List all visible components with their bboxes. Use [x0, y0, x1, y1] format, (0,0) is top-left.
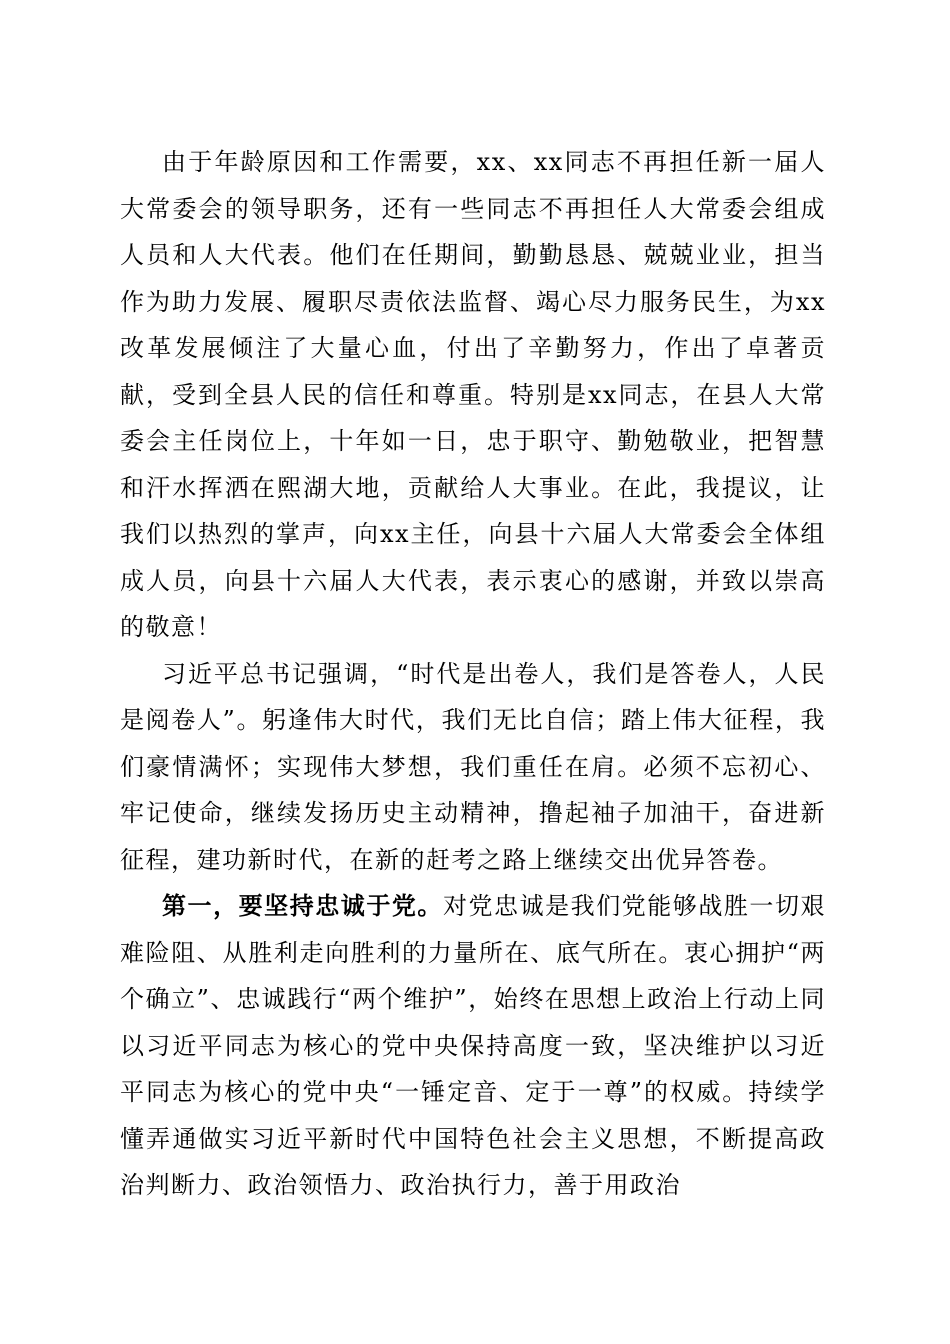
document-body: [120, 139, 826, 1209]
paragraph-2-text: 习近平总书记强调，“时代是出卷人，我们是答卷人，人民是阅卷人”。躬逢伟大时代，我们无比自信；踏上伟大征程，我们豪情满怀；实现伟大梦想，我们重任在肩。必须不忘初心、牢记使命，继续发扬历史主动精神，撸起袖子加油干，奋进新征程，建功新时代，在新的赶考之路上继续交出优异答卷。: [120, 659, 826, 874]
paragraph-3-text: 对党忠诚是我们党能够战胜一切艰难险阻、从胜利走向胜利的力量所在、底气所在。衷心拥护“两个确立”、忠诚践行“两个维护”，始终在思想上政治上行动上同以习近平同志为核心的党中央保持高度一致，坚决维护以习近平同志为核心的党中央“一锤定音、定于一尊”的权威。持续学懂弄通做实习近平新时代中国特色社会主义思想，不断提高政治判断力、政治领悟力、政治执行力，善于用政治: [120, 892, 827, 1199]
paragraph-2: [120, 651, 826, 884]
paragraph-1-text: 由于年龄原因和工作需要，xx、xx同志不再担任新一届人大常委会的领导职务，还有一些同志不再担任人大常委会组成人员和人大代表。他们在任期间，勤勤恳恳、兢兢业业，担当作为助力发展、履职尽责依法监督、竭心尽力服务民生，为xx改革发展倾注了大量心血，付出了辛勤努力，作出了卓著贡献，受到全县人民的信任和尊重。特别是xx同志，在县人大常委会主任岗位上，十年如一日，忠于职守、勤勉敬业，把智慧和汗水挥洒在熙湖大地，贡献给人大事业。在此，我提议，让我们以热烈的掌声，向xx主任，向县十六届人大常委会全体组成人员，向县十六届人大代表，表示衷心的感谢，并致以崇高的敬意！: [120, 148, 826, 641]
paragraph-3: [120, 883, 826, 1209]
paragraph-1: [120, 139, 826, 651]
paragraph-3-heading: 第一，要坚持忠诚于党。: [162, 891, 443, 920]
